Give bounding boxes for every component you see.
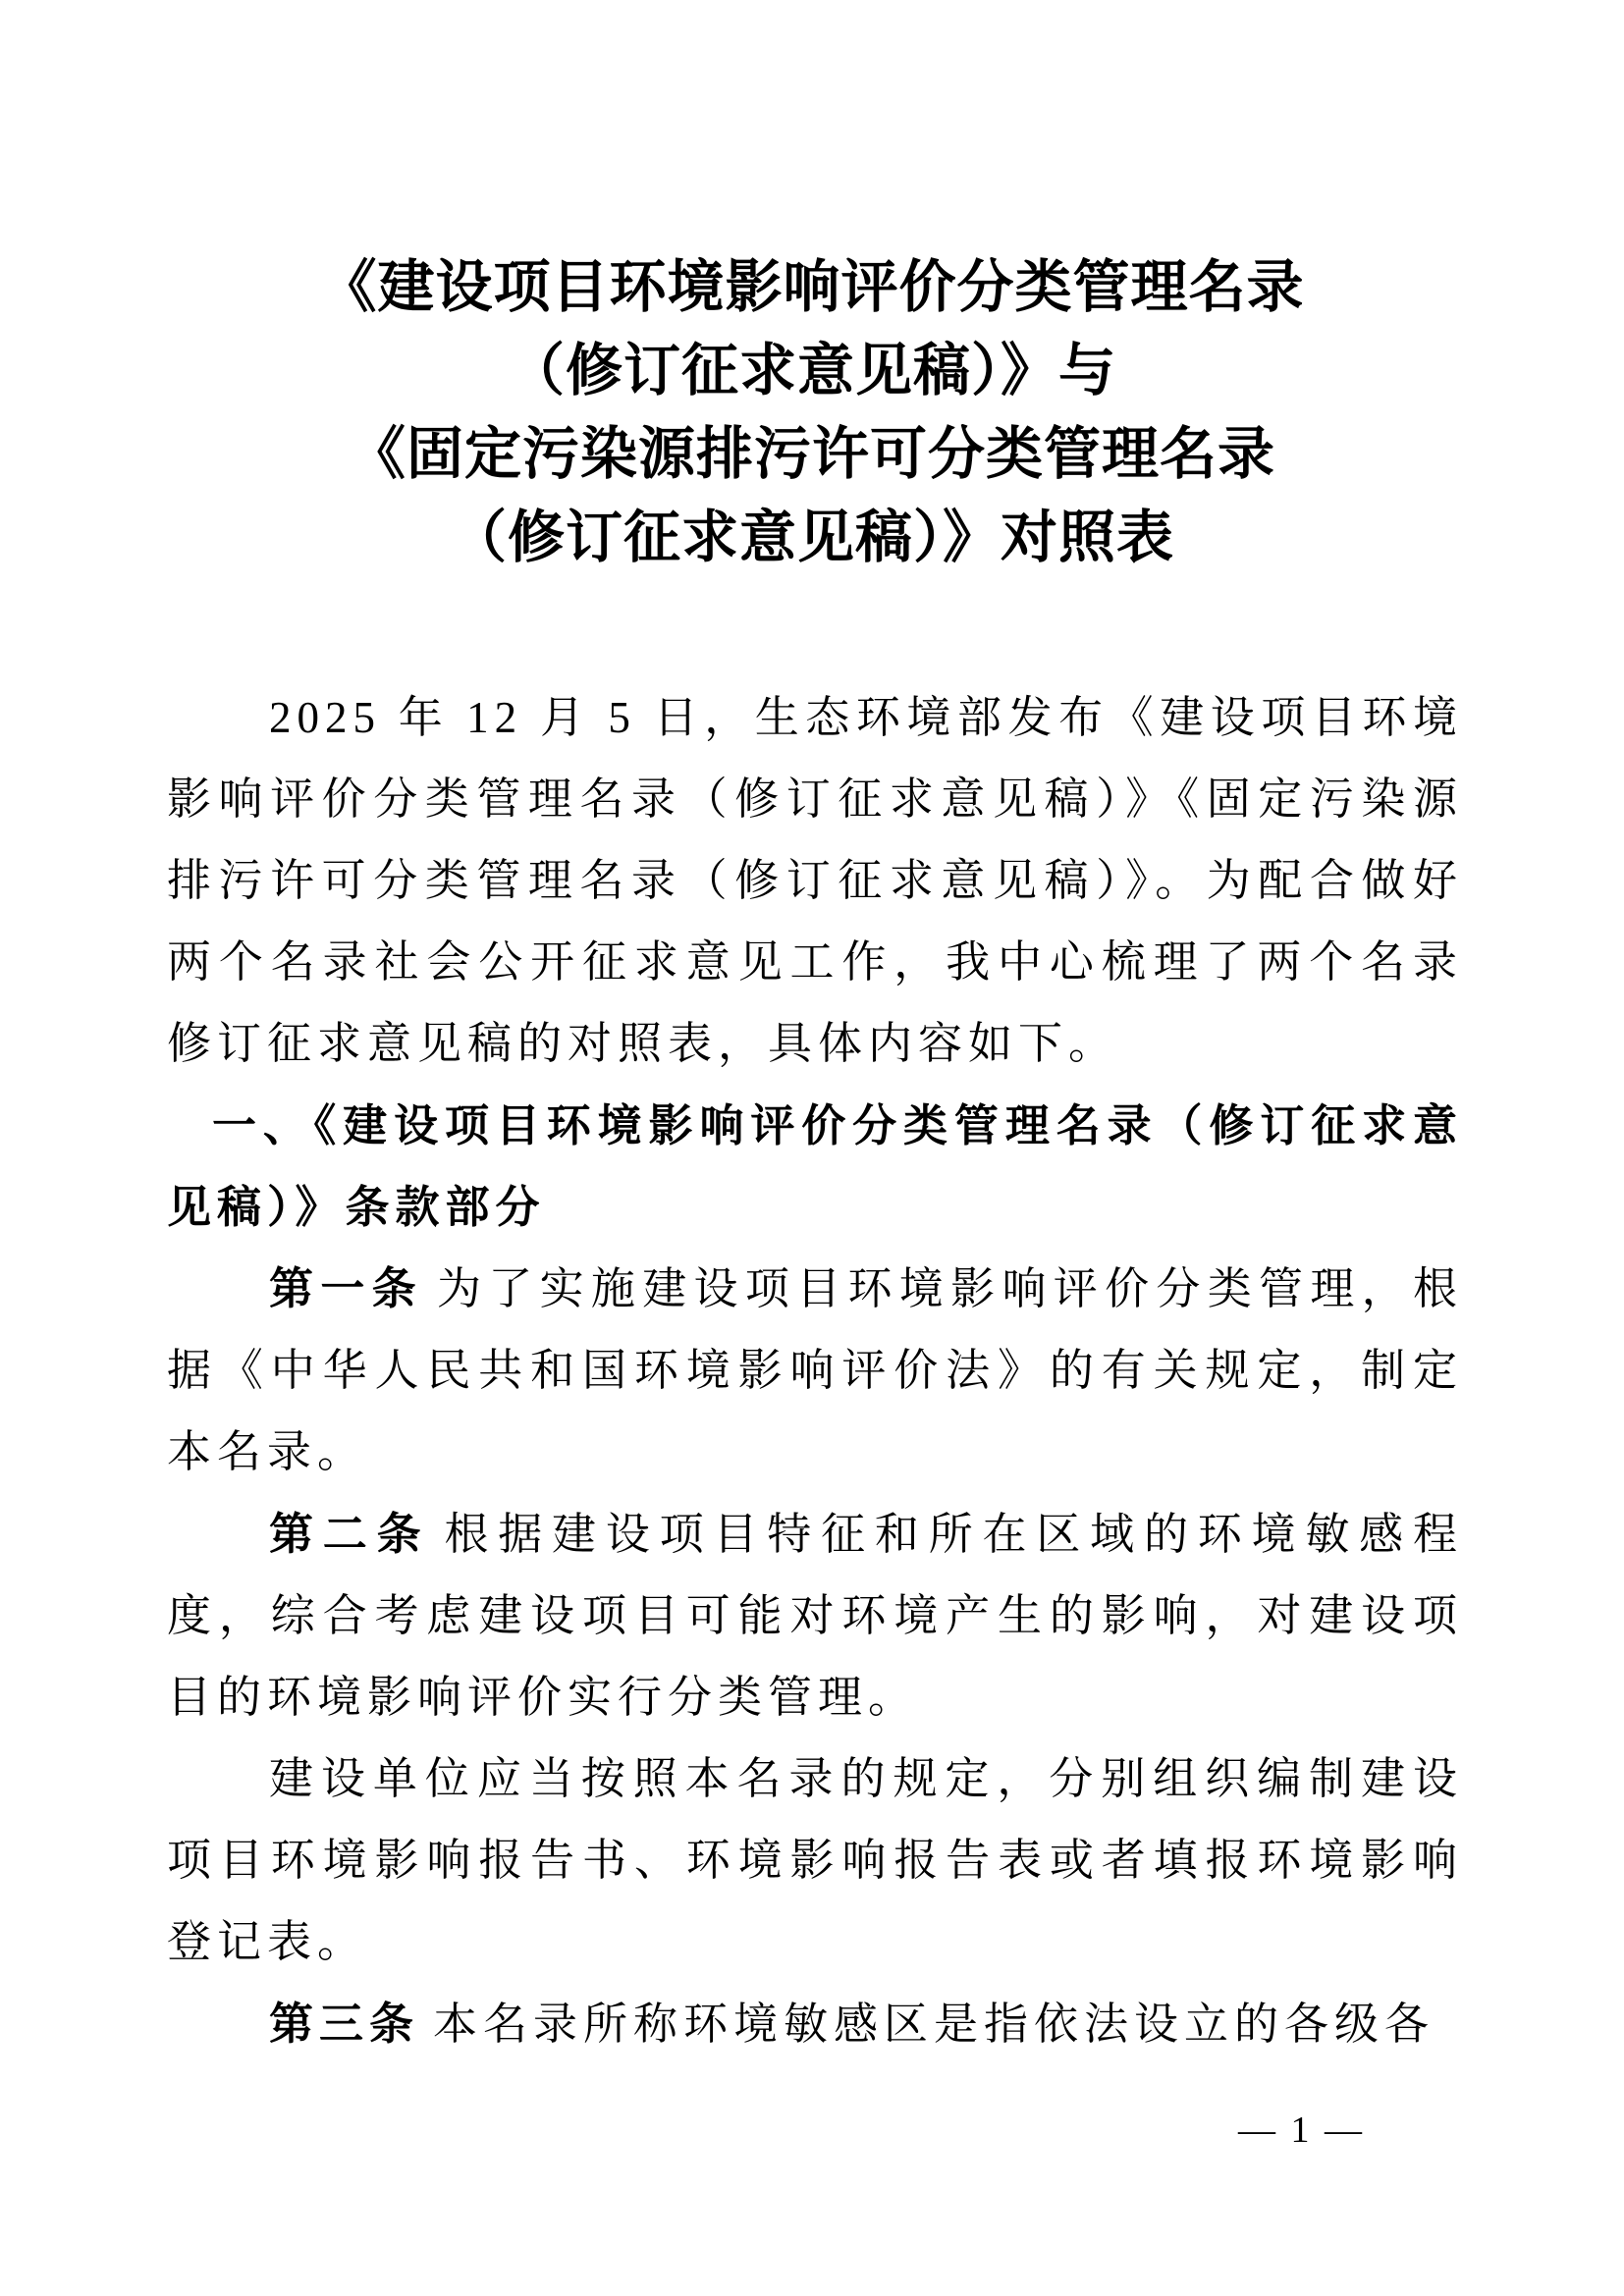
article-2-paragraph — [167, 1493, 1463, 1738]
article-3-label: 第三条 — [269, 1999, 420, 2049]
article-2-label: 第二条 — [269, 1509, 431, 1559]
title-line-3: 《固定污染源排污许可分类管理名录 — [348, 422, 1275, 486]
title-line-4: （修订征求意见稿）》对照表 — [449, 506, 1174, 569]
page-number: — 1 — — [1238, 2109, 1365, 2151]
document-body — [167, 677, 1463, 2065]
article-1-label: 第一条 — [269, 1263, 423, 1313]
article-2-continuation-paragraph: 建设单位应当按照本名录的规定，分别组织编制建设项目环境影响报告书、环境影响报告表或者填报环境影响登记表。 — [167, 1754, 1463, 1966]
section-one-heading: 一、《建设项目环境影响评价分类管理名录（修订征求意见稿）》条款部分 — [167, 1100, 1463, 1232]
article-1-paragraph — [167, 1248, 1463, 1493]
article-3-text: 本名录所称环境敏感区是指依法设立的各级各 — [433, 2000, 1435, 2049]
article-1-text: 为了实施建设项目环境影响评价分类管理，根据《中华人民共和国环境影响评价法》的有关规定，制定本名录。 — [167, 1264, 1463, 1476]
document-title — [0, 245, 1624, 579]
intro-paragraph: 2025 年 12 月 5 日，生态环境部发布《建设项目环境影响评价分类管理名录（修订征求意见稿）》《固定污染源排污许可分类管理名录（修订征求意见稿）》。为配合做好两个名录社会公开征求意见工作，我中心梳理了两个名录修订征求意见稿的对照表，具体内容如下。 — [167, 693, 1463, 1068]
article-3-paragraph — [167, 1983, 1463, 2065]
article-2-text: 根据建设项目特征和所在区域的环境敏感程度，综合考虑建设项目可能对环境产生的影响，对建设项目的环境影响评价实行分类管理。 — [167, 1510, 1463, 1722]
title-line-1: 《建设项目环境影响评价分类管理名录 — [319, 255, 1305, 319]
title-line-2: （修订征求意见稿）》与 — [507, 339, 1116, 402]
